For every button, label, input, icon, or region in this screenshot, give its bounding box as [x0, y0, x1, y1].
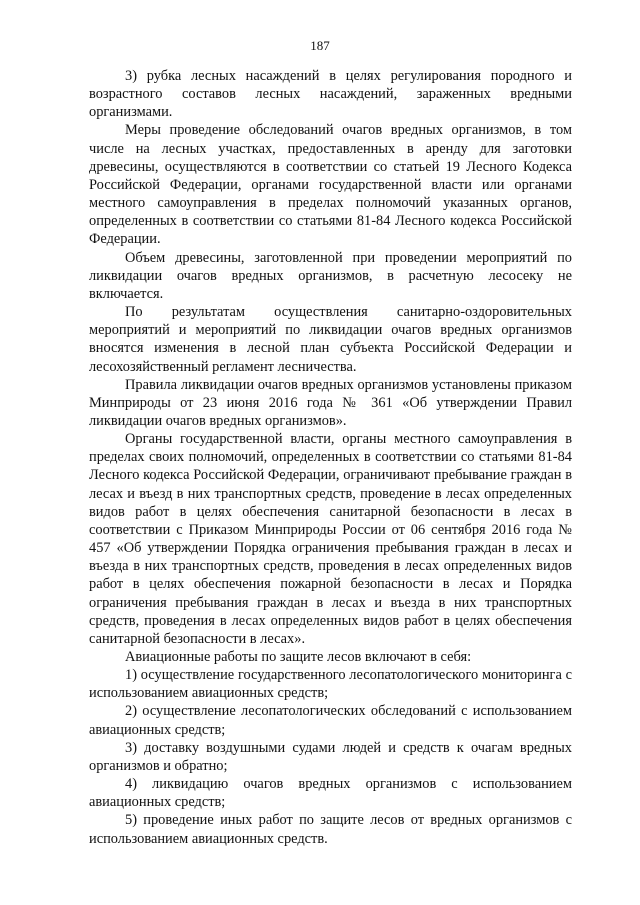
paragraph-aviation-intro: Авиационные работы по защите лесов включают в себя: [125, 649, 472, 665]
paragraph-felling: 3) рубка лесных насаждений в целях регулирования породного и возрастного составов лесных насаждений, зараженных вредными организмами. [89, 68, 572, 121]
paragraph-access-restrictions: Органы государственной власти, органы местного самоуправления в пределах своих полномочий, определенных в соответствии со статьями 81-84 Лесного кодекса Российской Федерации, ограничивают пребывание граждан в лесах и въезд в них транспортных средств, проведение в лесах определенных видов работ в целях обеспечения санитарной безопасности в лесах в соответствии с Приказом Минприроды России от 06 сентября 2016 года № 457 «Об утверждении Порядка ограничения пребывания граждан в лесах и въезда в них транспортных средств, проведения в лесах определенных видов работ в целях обеспечения пожарной безопасности в лесах и Порядка ограничения пребывания граждан в лесах и въезда в них транспортных средств, проведения в лесах определенных видов работ в целях обеспечения санитарной безопасности в лесах». [89, 431, 572, 647]
paragraph-surveys: Меры проведение обследований очагов вредных организмов, в том числе на лесных участках, предоставленных в аренду для заготовки древесины, осуществляются в соответствии со статьей 19 Лесного Кодекса Российской Федерации, органами государственной власти или органами местного самоуправления в пределах полномочий указанных органов, определенных в соответствии со статьями 81-84 Лесного кодекса Российской Федерации. [89, 122, 572, 248]
list-item-3: 3) доставку воздушными судами людей и средств к очагам вредных организмов и обратно; [89, 739, 572, 774]
list-item-2: 2) осуществление лесопатологических обследований с использованием авиационных средств; [89, 703, 572, 738]
list-item-1: 1) осуществление государственного лесопатологического мониторинга с использованием авиационных средств; [89, 667, 572, 702]
list-item-5: 5) проведение иных работ по защите лесов от вредных организмов с использованием авиационных средств. [89, 812, 572, 847]
paragraph-forest-plan: По результатам осуществления санитарно-оздоровительных мероприятий и мероприятий по ликвидации очагов вредных организмов вносятся изменения в лесной план субъекта Российской Федерации и лесохозяйственный регламент лесничества. [89, 304, 572, 375]
document-body [89, 67, 572, 848]
list-item-4: 4) ликвидацию очагов вредных организмов с использованием авиационных средств; [89, 776, 572, 811]
paragraph-liquidation-rules: Правила ликвидации очагов вредных организмов установлены приказом Минприроды от 23 июня 2016 года № 361 «Об утверждении Правил ликвидации очагов вредных организмов». [89, 376, 572, 429]
page-number: 187 [310, 38, 330, 53]
paragraph-timber-volume: Объем древесины, заготовленной при проведении мероприятий по ликвидации очагов вредных организмов, в расчетную лесосеку не включается. [89, 249, 572, 302]
